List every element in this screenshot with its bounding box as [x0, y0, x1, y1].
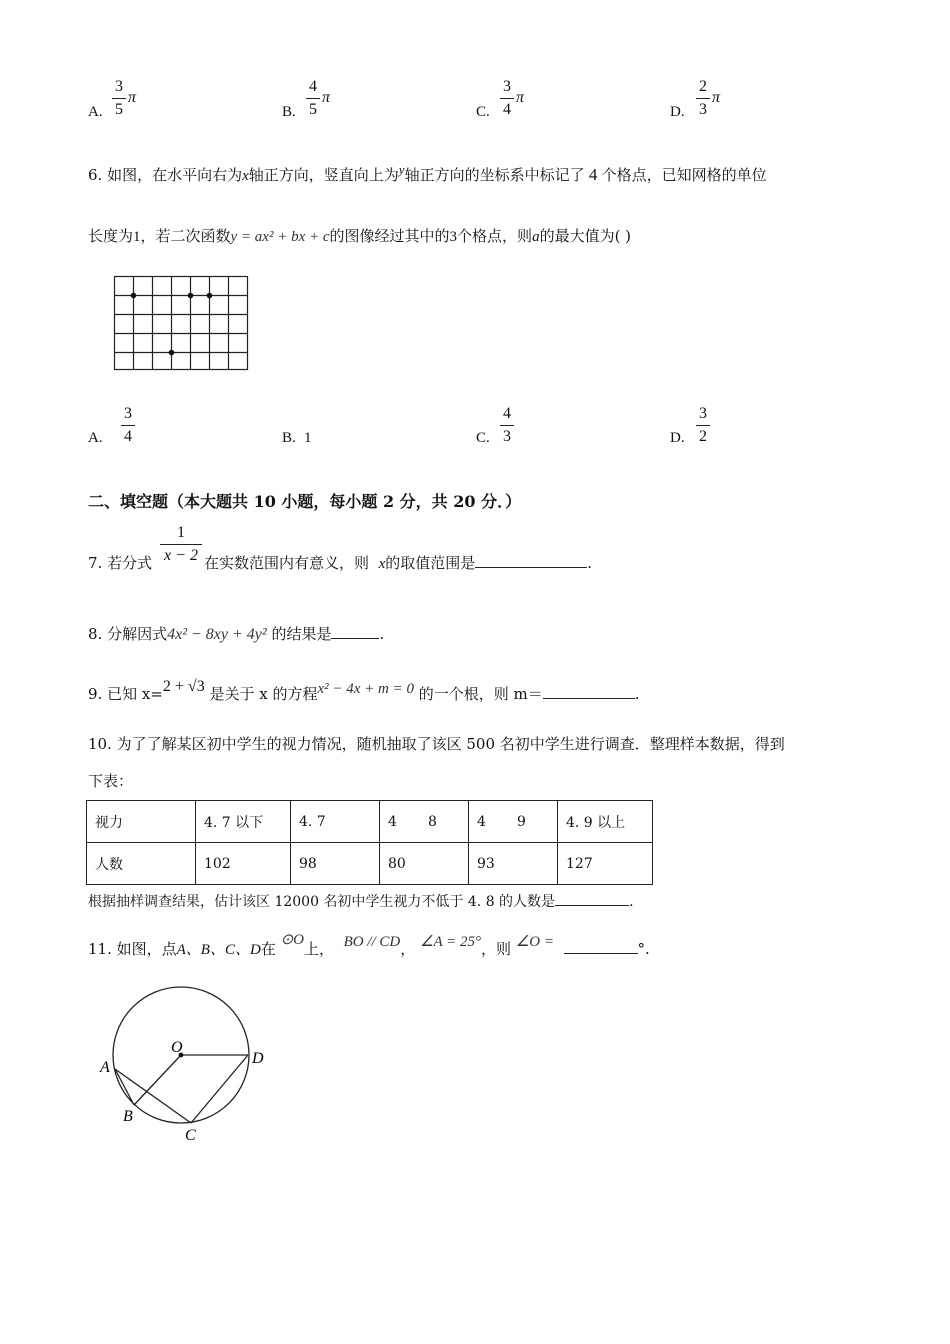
q6-line1: 6. 如图，在水平向右为x轴正方向，竖直向上为$^y$轴正方向的坐标系中标记了 4 个格点，已知网格的单位	[88, 162, 767, 184]
q5-option-d-pi: π	[712, 89, 721, 106]
vision-table	[86, 800, 653, 885]
segment-ob	[134, 1055, 181, 1105]
q7-prefix: 7. 若分式	[88, 554, 153, 572]
q6-option-c-fraction: 4 3	[500, 405, 514, 446]
q5-option-c-fraction: 3 4	[500, 78, 514, 119]
table-cell: 127	[558, 843, 653, 885]
segment-ab	[115, 1069, 134, 1105]
q5-option-c-pi: π	[516, 89, 525, 106]
grid-point-3	[207, 293, 213, 299]
label-a: A	[100, 1059, 110, 1076]
table-row	[87, 843, 653, 885]
q5-option-a-fraction: 3 5	[112, 78, 126, 119]
q5-option-b-label: B.	[282, 104, 296, 120]
table-cell: 4. 7	[291, 801, 380, 843]
q9-equation: x² − 4x + m = 0	[317, 681, 414, 697]
q6-function: y = ax² + bx + c	[230, 229, 330, 245]
label-c: C	[185, 1127, 196, 1144]
q8-line: 8. 分解因式4x² − 8xy + 4y² 的结果是 .	[88, 625, 385, 643]
q5-option-a-pi: π	[128, 89, 137, 106]
q6-option-a-label: A.	[88, 430, 103, 446]
q6-grid-figure	[112, 274, 252, 374]
q6-line2: 长度为1，若二次函数y = ax² + bx + c的图像经过其中的3个格点，则a的最大值为( )	[88, 227, 632, 245]
table-cell: 102	[196, 843, 291, 885]
q6-option-d-label: D.	[670, 430, 685, 446]
q9-root: 2 + √3	[162, 678, 205, 695]
table-cell: 4. 9 以上	[558, 801, 653, 843]
q6-option-b-label: B.	[282, 430, 296, 446]
q5-option-b-fraction: 4 5	[306, 78, 320, 119]
q10-answer-blank[interactable]	[555, 891, 629, 906]
q8-expression: 4x² − 8xy + 4y²	[167, 626, 267, 643]
table-cell: 80	[380, 843, 469, 885]
q5-option-d-label: D.	[670, 104, 685, 120]
table-cell: 93	[469, 843, 558, 885]
label-o: O	[171, 1039, 183, 1056]
label-b: B	[123, 1108, 133, 1125]
grid-point-2	[188, 293, 194, 299]
table-cell: 人数	[87, 843, 196, 885]
q10-line1: 10. 为了了解某区初中学生的视力情况，随机抽取了该区 500 名初中学生进行调查．整理样本数据，得到	[88, 735, 785, 753]
q7-rest: 在实数范围内有意义，则 x的取值范围是 .	[204, 554, 593, 572]
table-cell: 视力	[87, 801, 196, 843]
grid-point-1	[131, 293, 137, 299]
q11-line: 11. 如图，点A、B、C、D在 ⊙O上， BO // CD， ∠A = 25°，则 ∠O = °.	[88, 932, 650, 958]
q9-answer-blank[interactable]	[543, 684, 635, 699]
q10-after: 根据抽样调查结果，估计该区 12000 名初中学生视力不低于 4. 8 的人数是 .	[88, 891, 634, 911]
table-header-row	[87, 801, 653, 843]
q11-circle-figure	[95, 985, 285, 1145]
q9-line: 9. 已知 x=2 + √3 是关于 x 的方程x² − 4x + m = 0 的一个根，则 m＝ .	[88, 678, 640, 703]
q5-option-b-pi: π	[322, 89, 331, 106]
q6-option-b-value: 1	[304, 430, 312, 446]
table-cell: 98	[291, 843, 380, 885]
q6-option-d-fraction: 3 2	[696, 405, 710, 446]
q6-option-a-fraction: 3 4	[121, 405, 135, 446]
q10-line2: 下表：	[88, 772, 134, 790]
table-cell: 4 9	[469, 801, 558, 843]
q6-option-c-label: C.	[476, 430, 490, 446]
q8-answer-blank[interactable]	[331, 624, 379, 639]
label-d: D	[252, 1050, 264, 1067]
q7-fraction: 1 x − 2	[160, 524, 202, 565]
q11-answer-blank[interactable]	[564, 939, 638, 954]
q5-option-c-label: C.	[476, 104, 490, 120]
q5-option-a-label: A.	[88, 104, 103, 120]
table-cell: 4 8	[380, 801, 469, 843]
q7-answer-blank[interactable]	[475, 553, 587, 568]
q5-option-d-fraction: 2 3	[696, 78, 710, 119]
section2-title: 二、填空题（本大题共 10 小题，每小题 2 分，共 20 分．）	[88, 492, 522, 511]
grid-point-4	[169, 350, 175, 356]
table-cell: 4. 7 以下	[196, 801, 291, 843]
